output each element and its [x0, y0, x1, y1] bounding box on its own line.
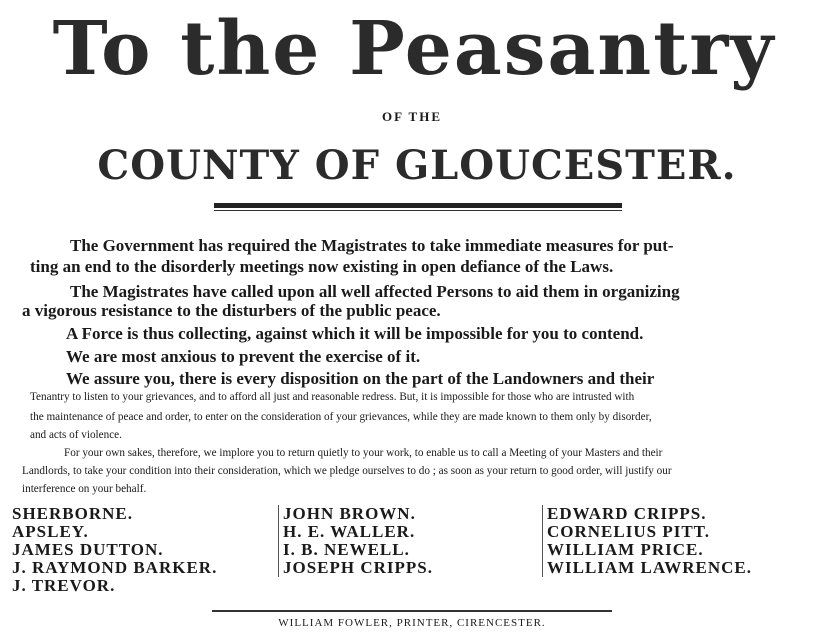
body-line: We are most anxious to prevent the exercise of it.	[66, 347, 421, 366]
heading-rule	[214, 203, 622, 208]
body-line: the maintenance of peace and order, to enter on the consideration of your grievances, while they are made known to them only by disorder,	[30, 411, 652, 423]
signatory-name: APSLEY.	[12, 522, 89, 541]
signatory-name: J. RAYMOND BARKER.	[12, 558, 218, 577]
body-line: The Government has required the Magistrates to take immediate measures for put-	[70, 236, 674, 255]
body-line: interference on your behalf.	[22, 483, 147, 495]
county-heading: COUNTY OF GLOUCESTER.	[97, 142, 737, 189]
body-line: The Magistrates have called upon all well affected Persons to aid them in organizing	[70, 282, 680, 301]
body-line: Tenantry to listen to your grievances, and to afford all just and reasonable redress. But, it is impossible for those who are intrusted with	[30, 391, 635, 403]
body-line: Landlords, to take your condition into their consideration, which we pledge ourselves to do ; as soon as your return to good order, will justify our	[22, 465, 672, 477]
signatory-name: H. E. WALLER.	[283, 522, 416, 541]
signatory-name: JOSEPH CRIPPS.	[283, 558, 434, 577]
of-the-line: OF THE	[381, 109, 443, 124]
signatory-name: EDWARD CRIPPS.	[547, 504, 707, 523]
signatory-name: SHERBORNE.	[12, 504, 133, 523]
heading-rule-thin	[214, 210, 622, 211]
poster-title: To the Peasantry	[52, 6, 776, 92]
signatory-name: JOHN BROWN.	[283, 504, 416, 523]
signatories-column-1	[12, 505, 217, 595]
body-line: A Force is thus collecting, against which it will be impossible for you to contend.	[66, 324, 644, 343]
body-line: ting an end to the disorderly meetings now existing in open defiance of the Laws.	[30, 257, 614, 276]
signatory-name: WILLIAM LAWRENCE.	[547, 558, 752, 577]
body-line: For your own sakes, therefore, we implore you to return quietly to your work, to enable us to call a Meeting of your Masters and their	[64, 447, 663, 459]
footer-rule	[212, 610, 612, 612]
signatory-name: J. TREVOR.	[12, 576, 116, 595]
signatory-name: I. B. NEWELL.	[283, 540, 410, 559]
signatory-name: WILLIAM PRICE.	[547, 540, 704, 559]
signatories-column-3	[542, 505, 752, 577]
signatory-name: JAMES DUTTON.	[12, 540, 164, 559]
body-line: a vigorous resistance to the disturbers of the public peace.	[22, 301, 441, 320]
printer-imprint: WILLIAM FOWLER, PRINTER, CIRENCESTER.	[278, 617, 546, 629]
signatories-column-2	[278, 505, 433, 577]
signatory-name: CORNELIUS PITT.	[547, 522, 710, 541]
body-line: and acts of violence.	[30, 429, 122, 441]
body-line: We assure you, there is every disposition on the part of the Landowners and their	[66, 369, 655, 388]
